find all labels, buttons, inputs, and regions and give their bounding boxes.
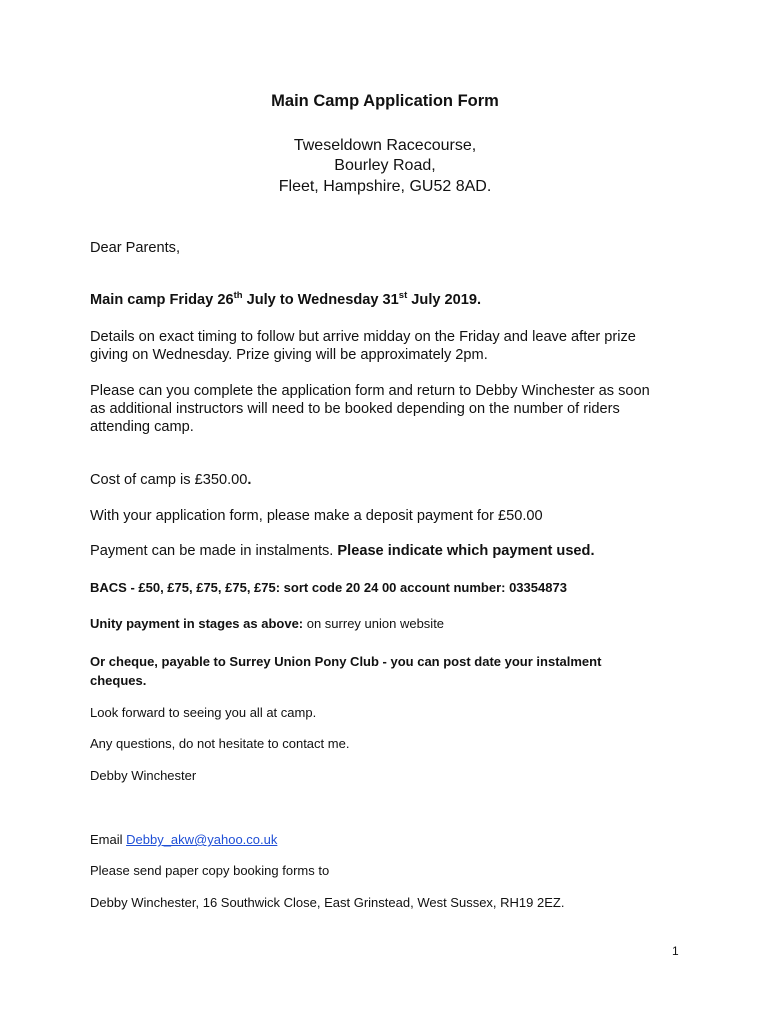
complete-line-1: Please can you complete the application form and return to Debby Winchester as soon [90,383,650,399]
unity-bold: Unity payment in stages as above: [90,616,304,631]
email-line [90,832,277,847]
deposit-text: With your application form, please make a deposit payment for £50.00 [90,508,543,524]
cheque-line-1: Or cheque, payable to Surrey Union Pony Club - you can post date your instalment [90,654,602,669]
cost-dot: . [247,472,252,488]
heading-sup-2: st [398,290,408,301]
payment-instalments [90,543,595,559]
complete-line-3: attending camp. [90,419,194,435]
complete-line-2: as additional instructors will need to be booked depending on the number of riders [90,401,620,417]
bacs-details: BACS - £50, £75, £75, £75, £75: sort code 20 24 00 account number: 03354873 [90,580,567,595]
greeting: Dear Parents, [90,240,181,256]
cheque-line-2: cheques. [90,673,147,688]
address-line-1: Tweseldown Racecourse, [293,137,477,154]
details-line-2: giving on Wednesday. Prize giving will be approximately 2pm. [90,347,488,363]
address-line-3: Fleet, Hampshire, GU52 8AD. [278,178,492,195]
heading-part-2: July to Wednesday 31 [242,292,399,308]
questions: Any questions, do not hesitate to contact me. [90,736,350,751]
email-link[interactable]: Debby_akw@yahoo.co.uk [126,832,278,847]
heading-part-1: Main camp Friday 26 [90,292,234,308]
details-line-1: Details on exact timing to follow but arrive midday on the Friday and leave after prize [90,329,636,345]
cost-text: Cost of camp is £350.00 [90,472,248,488]
unity-payment [90,616,444,631]
email-label: Email [90,832,127,847]
postal-address: Debby Winchester, 16 Southwick Close, East Grinstead, West Sussex, RH19 2EZ. [90,895,565,910]
page-number: 1 [672,944,679,958]
heading-sup-1: th [233,290,243,301]
payment-text: Payment can be made in instalments. [90,543,338,559]
look-forward: Look forward to seeing you all at camp. [90,705,317,720]
unity-text: on surrey union website [303,616,445,631]
cost-of-camp [90,472,251,488]
address-line-2: Bourley Road, [334,157,436,174]
camp-dates-heading [90,292,481,308]
payment-bold: Please indicate which payment used. [337,543,595,559]
signature: Debby Winchester [90,768,197,783]
send-forms: Please send paper copy booking forms to [90,863,330,878]
page-title: Main Camp Application Form [271,92,499,110]
heading-part-3: July 2019. [407,292,482,308]
